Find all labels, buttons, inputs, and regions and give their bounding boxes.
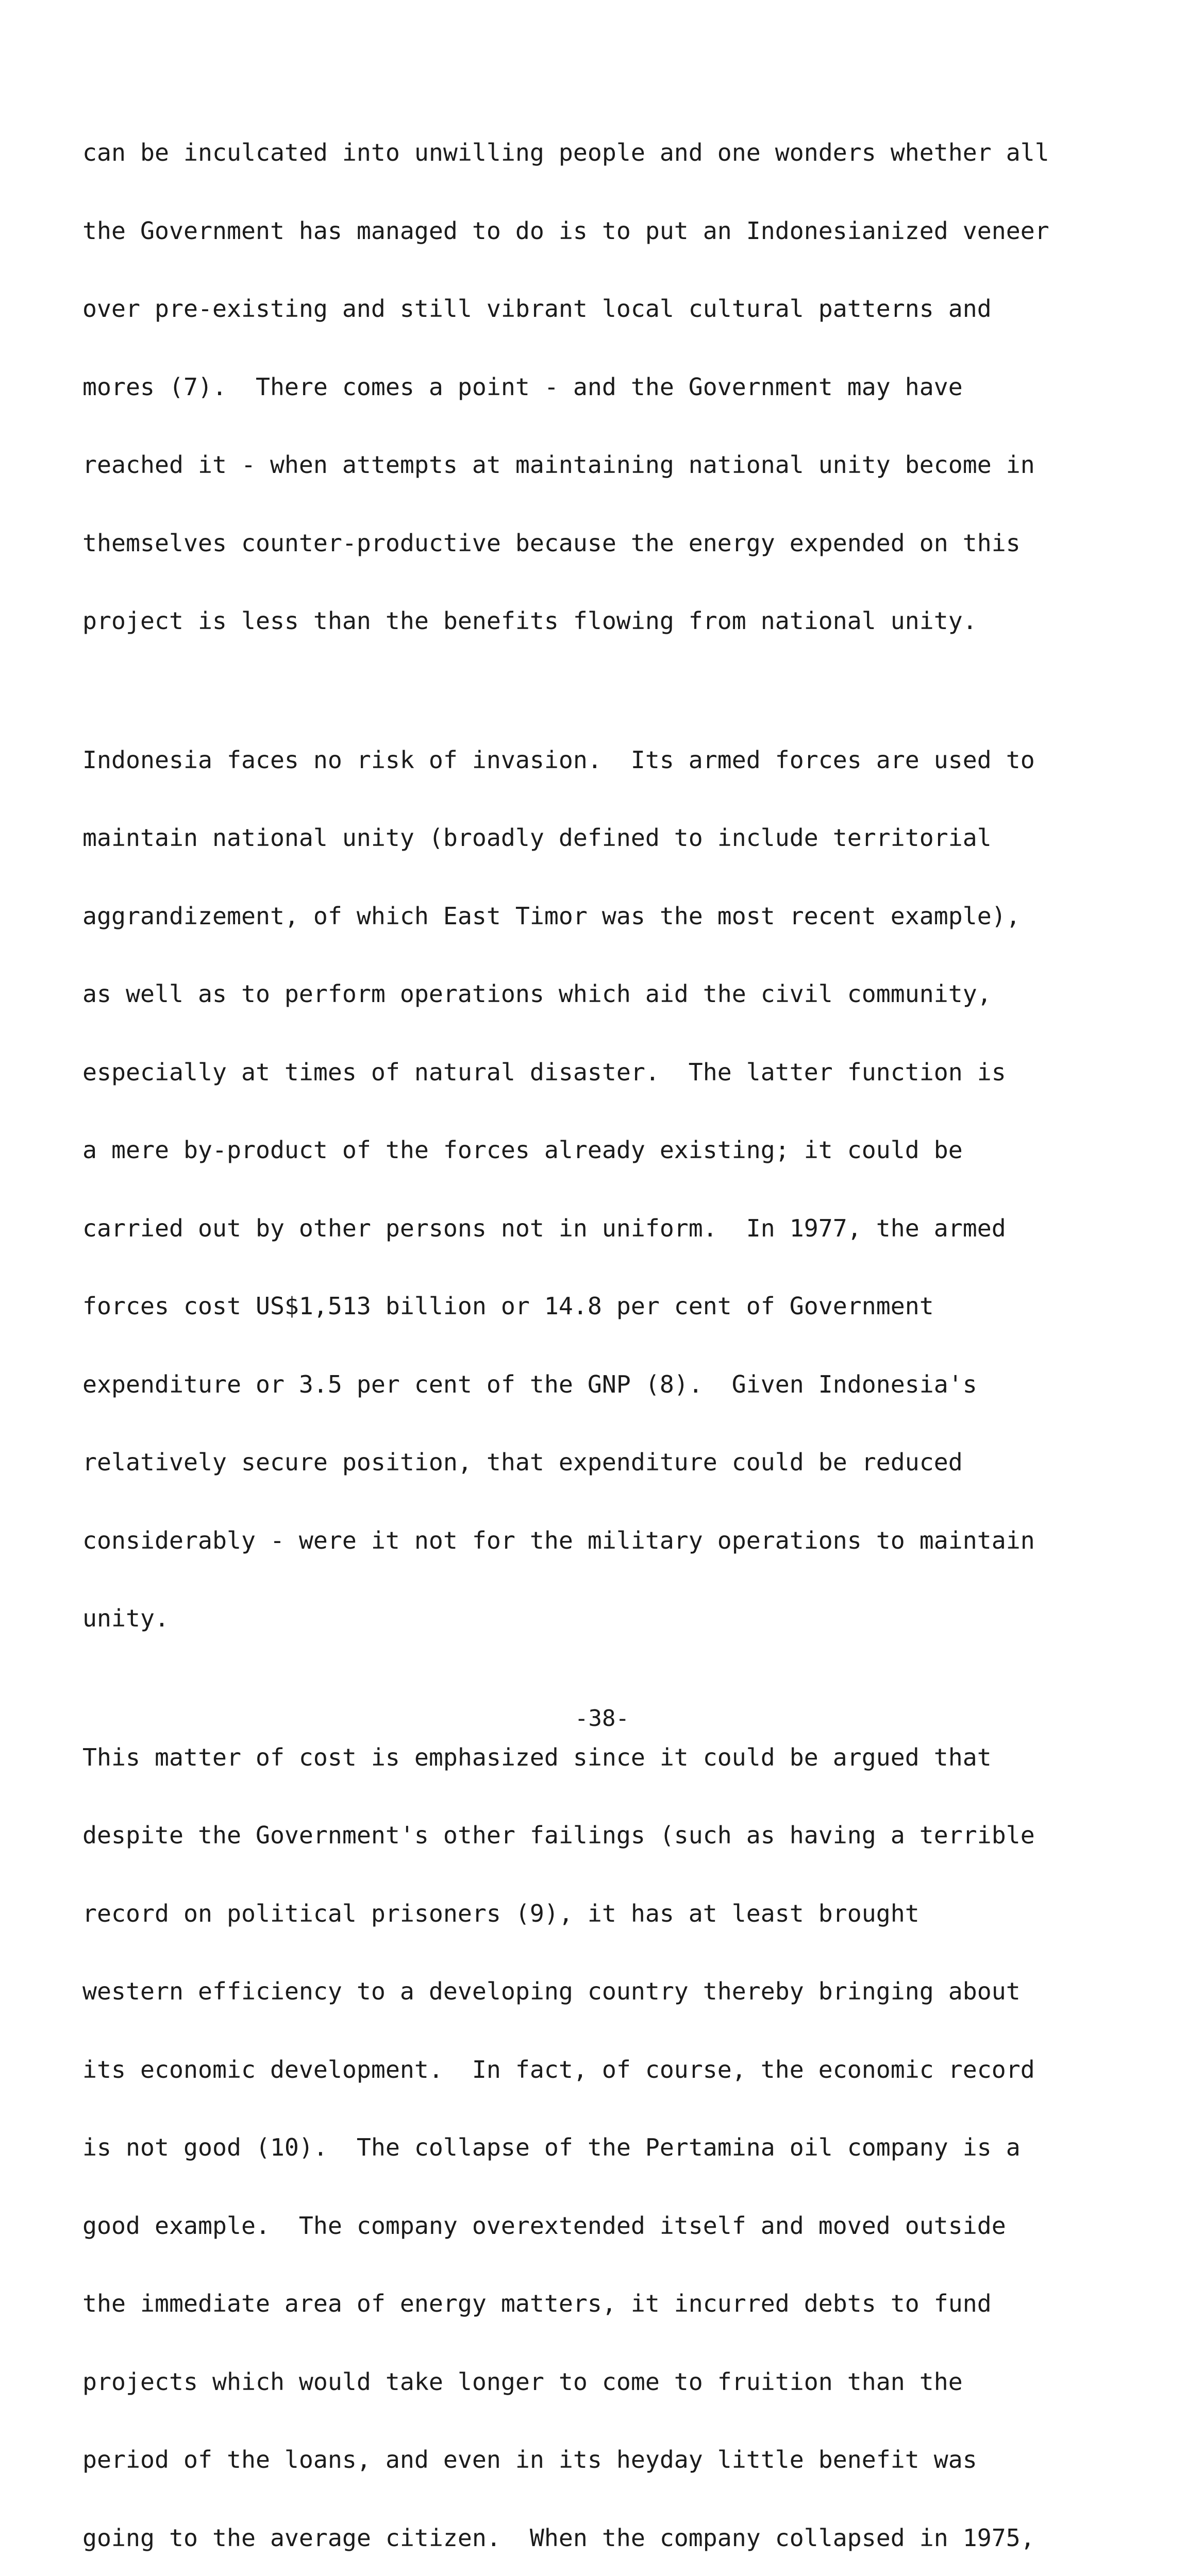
text-line: project is less than the benefits flowing from national unity. (82, 608, 1155, 634)
text-line: considerably - were it not for the military operations to maintain (82, 1528, 1155, 1554)
text-line: going to the average citizen. When the company collapsed in 1975, (82, 2525, 1155, 2551)
text-line: despite the Government's other failings (such as having a terrible (82, 1822, 1155, 1849)
document-page (82, 88, 1155, 2576)
text-line: reached it - when attempts at maintaining national unity become in (82, 452, 1155, 478)
text-line: aggrandizement, of which East Timor was the most recent example), (82, 903, 1155, 929)
text-line: carried out by other persons not in uniform. In 1977, the armed (82, 1215, 1155, 1242)
text-line: is not good (10). The collapse of the Pertamina oil company is a (82, 2134, 1155, 2161)
text-line: expenditure or 3.5 per cent of the GNP (8). Given Indonesia's (82, 1371, 1155, 1398)
text-line: Indonesia faces no risk of invasion. Its armed forces are used to (82, 747, 1155, 773)
text-line: good example. The company overextended itself and moved outside (82, 2213, 1155, 2239)
text-line: the Government has managed to do is to put an Indonesianized veneer (82, 218, 1155, 244)
text-line: can be inculcated into unwilling people and one wonders whether all (82, 140, 1155, 166)
text-line: mores (7). There comes a point - and the Government may have (82, 374, 1155, 400)
text-line: a mere by-product of the forces already existing; it could be (82, 1137, 1155, 1163)
paragraph (82, 1692, 1155, 2576)
text-line: forces cost US$1,513 billion or 14.8 per cent of Government (82, 1293, 1155, 1319)
text-line: themselves counter-productive because the energy expended on this (82, 530, 1155, 556)
text-line: as well as to perform operations which aid the civil community, (82, 981, 1155, 1007)
text-line: relatively secure position, that expenditure could be reduced (82, 1449, 1155, 1476)
text-line: record on political prisoners (9), it has at least brought (82, 1901, 1155, 1927)
text-line: its economic development. In fact, of course, the economic record (82, 2057, 1155, 2083)
paragraph (82, 695, 1155, 1684)
text-line: unity. (82, 1605, 1155, 1632)
text-line: the immediate area of energy matters, it incurred debts to fund (82, 2291, 1155, 2317)
text-line: western efficiency to a developing country thereby bringing about (82, 1978, 1155, 2005)
text-line: This matter of cost is emphasized since it could be argued that (82, 1744, 1155, 1771)
text-line: projects which would take longer to come to fruition than the (82, 2369, 1155, 2395)
paragraph (82, 88, 1155, 686)
text-line: especially at times of natural disaster. The latter function is (82, 1059, 1155, 1086)
text-line: maintain national unity (broadly defined to include territorial (82, 825, 1155, 851)
text-line: over pre-existing and still vibrant local cultural patterns and (82, 296, 1155, 322)
page-number: -38- (0, 1705, 1204, 1732)
text-line: period of the loans, and even in its heyday little benefit was (82, 2447, 1155, 2473)
